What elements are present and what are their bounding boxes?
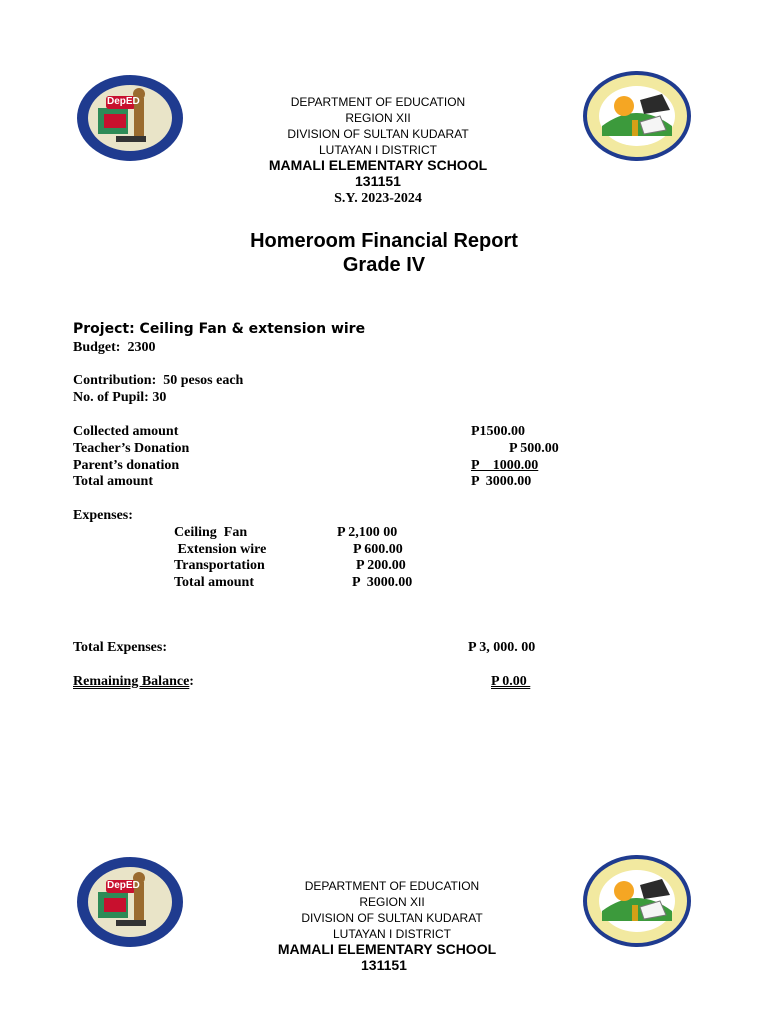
contribution-label: Contribution: 50 pesos each (73, 373, 244, 388)
left-seal-badge-footer: DepED (107, 880, 140, 891)
footer-division: DIVISION OF SULTAN KUDARAT (301, 911, 483, 925)
expense-value-transport: P 200.00 (356, 558, 406, 573)
footer-district: LUTAYAN I DISTRICT (332, 927, 451, 941)
budget-label: Budget: 2300 (73, 340, 156, 355)
expenses-heading: Expenses: (73, 508, 133, 523)
remaining-balance-value: P 0.00 (491, 674, 531, 689)
expense-value-total: P 3000.00 (352, 575, 413, 590)
header-school-name: MAMALI ELEMENTARY SCHOOL (268, 157, 488, 173)
footer-dept: DEPARTMENT OF EDUCATION (304, 879, 480, 893)
header-school-id: 131151 (355, 173, 401, 189)
left-seal-badge: DepED (107, 96, 140, 107)
expense-value-fan: P 2,100 00 (337, 525, 398, 540)
pupils-label: No. of Pupil: 30 (73, 390, 167, 405)
income-value-total: P 3000.00 (471, 474, 532, 489)
header-division: DIVISION OF SULTAN KUDARAT (287, 127, 469, 141)
remaining-balance-row (73, 674, 194, 690)
footer-region: REGION XII (359, 895, 425, 909)
total-expenses-value: P 3, 000. 00 (468, 640, 536, 655)
remaining-balance-colon: : (189, 674, 194, 689)
income-value-teacher: P 500.00 (509, 441, 559, 456)
report-title: Homeroom Financial Report (250, 230, 518, 252)
expense-label-wire: Extension wire (174, 542, 267, 557)
school-seal-logo-footer (582, 854, 692, 948)
income-label-teacher: Teacher’s Donation (73, 441, 190, 456)
expense-label-total: Total amount (174, 575, 255, 590)
division-seal-logo-footer (76, 856, 184, 948)
header-dept: DEPARTMENT OF EDUCATION (290, 95, 466, 109)
project-label: Project: Ceiling Fan & extension wire (73, 321, 366, 337)
income-value-collected: P1500.00 (471, 424, 526, 439)
header-district: LUTAYAN I DISTRICT (318, 143, 437, 157)
expense-label-transport: Transportation (174, 558, 265, 573)
expense-value-wire: P 600.00 (353, 542, 403, 557)
income-label-total: Total amount (73, 474, 154, 489)
footer-school-id: 131151 (361, 957, 407, 973)
footer-school-name: MAMALI ELEMENTARY SCHOOL (277, 941, 497, 957)
remaining-balance-label: Remaining Balance (73, 674, 190, 689)
header-region: REGION XII (345, 111, 411, 125)
header-school-year: S.Y. 2023-2024 (334, 191, 422, 206)
school-seal-logo (582, 70, 692, 162)
report-grade: Grade IV (342, 254, 426, 276)
income-label-collected: Collected amount (73, 424, 179, 439)
total-expenses-label: Total Expenses: (73, 640, 168, 655)
expense-label-fan: Ceiling Fan (174, 525, 248, 540)
income-value-parent: P 1000.00 (471, 458, 539, 473)
division-seal-logo (76, 74, 184, 162)
income-label-parent: Parent’s donation (73, 458, 180, 473)
